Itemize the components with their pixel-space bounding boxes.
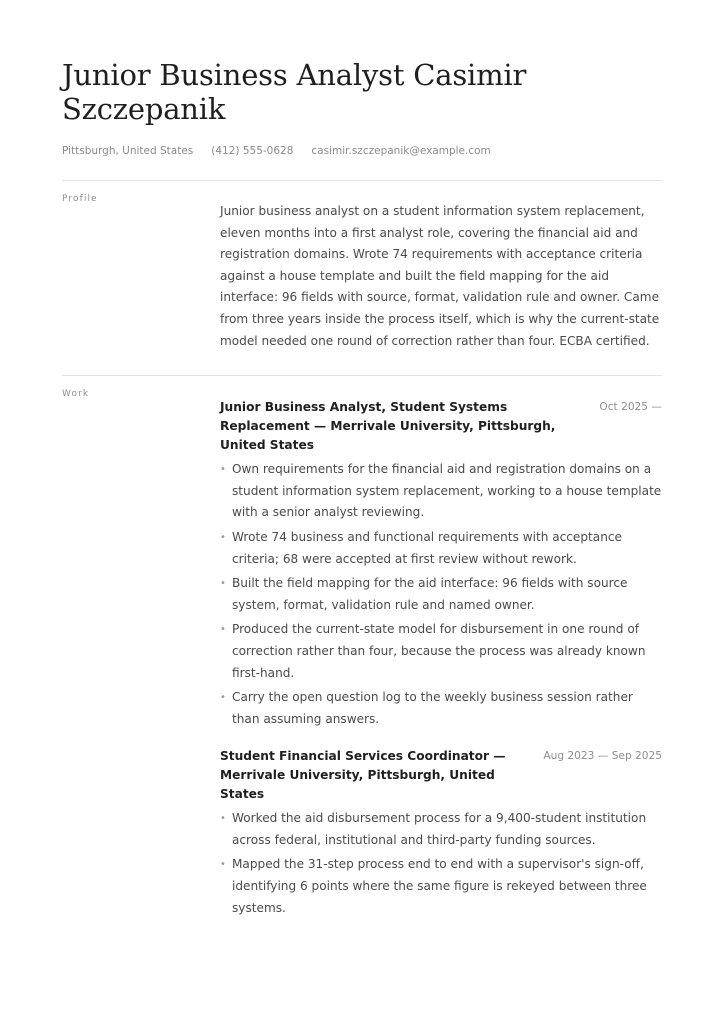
bullet-icon: •	[220, 692, 226, 704]
bullet-icon: •	[220, 624, 226, 636]
job-entry	[220, 398, 662, 730]
bullet-text: Carry the open question log to the weekly business session rather than assuming answers.	[232, 690, 633, 726]
job-dates: Aug 2023 — Sep 2025	[543, 750, 662, 763]
job-title: Student Financial Services Coordinator — Merrivale University, Pittsburgh, United States	[220, 749, 506, 802]
contact-location: Pittsburgh, United States	[62, 145, 194, 157]
job-bullet-list	[220, 459, 662, 730]
bullet-text: Own requirements for the financial aid and registration domains on a student information system replacement, working to a house template with a senior analyst reviewing.	[232, 462, 662, 520]
bullet-text: Mapped the 31-step process end to end with a supervisor's sign-off, identifying 6 points where the same figure is rekeyed between three systems.	[232, 857, 647, 915]
list-item	[220, 619, 662, 684]
bullet-icon: •	[220, 578, 226, 590]
list-item	[220, 459, 662, 524]
bullet-icon: •	[220, 859, 226, 871]
bullet-text: Worked the aid disbursement process for a 9,400-student institution across federal, institutional and third-party funding sources.	[232, 811, 647, 847]
contact-phone: (412) 555-0628	[211, 145, 294, 157]
profile-section	[62, 181, 662, 375]
contact-email: casimir.szczepanik@example.com	[311, 145, 491, 157]
contact-line	[62, 145, 662, 157]
list-item	[220, 854, 662, 919]
list-item	[220, 527, 662, 570]
list-item	[220, 808, 662, 851]
job-title: Junior Business Analyst, Student Systems Replacement — Merrivale University, Pittsburgh, United States	[220, 400, 556, 453]
job-entry	[220, 747, 662, 919]
profile-section-label: Profile	[62, 194, 98, 204]
page-title: Junior Business Analyst Casimir Szczepanik	[62, 58, 527, 126]
list-item	[220, 573, 662, 616]
job-bullet-list	[220, 808, 662, 919]
bullet-text: Produced the current-state model for disbursement in one round of correction rather than four, because the process was already known first-hand.	[232, 622, 646, 680]
profile-summary: Junior business analyst on a student information system replacement, eleven months into a first analyst role, covering the financial aid and registration domains. Wrote 74 requirements with acceptance criteria against a house template and built the field mapping for the aid interface: 96 fields with source, format, validation rule and owner. Came from three years inside the process itself, which is why the current-state model needed one round of correction rather than four. ECBA certified.	[220, 204, 660, 348]
bullet-text: Built the field mapping for the aid interface: 96 fields with source system, format, validation rule and named owner.	[232, 576, 628, 612]
bullet-icon: •	[220, 464, 226, 476]
bullet-icon: •	[220, 531, 226, 543]
work-section-label: Work	[62, 389, 90, 400]
resume-page	[62, 58, 662, 922]
bullet-icon: •	[220, 813, 226, 825]
work-section	[62, 376, 662, 922]
list-item	[220, 687, 662, 730]
job-dates: Oct 2025 —	[599, 401, 662, 414]
bullet-text: Wrote 74 business and functional requirements with acceptance criteria; 68 were accepted at first review without rework.	[232, 529, 622, 566]
